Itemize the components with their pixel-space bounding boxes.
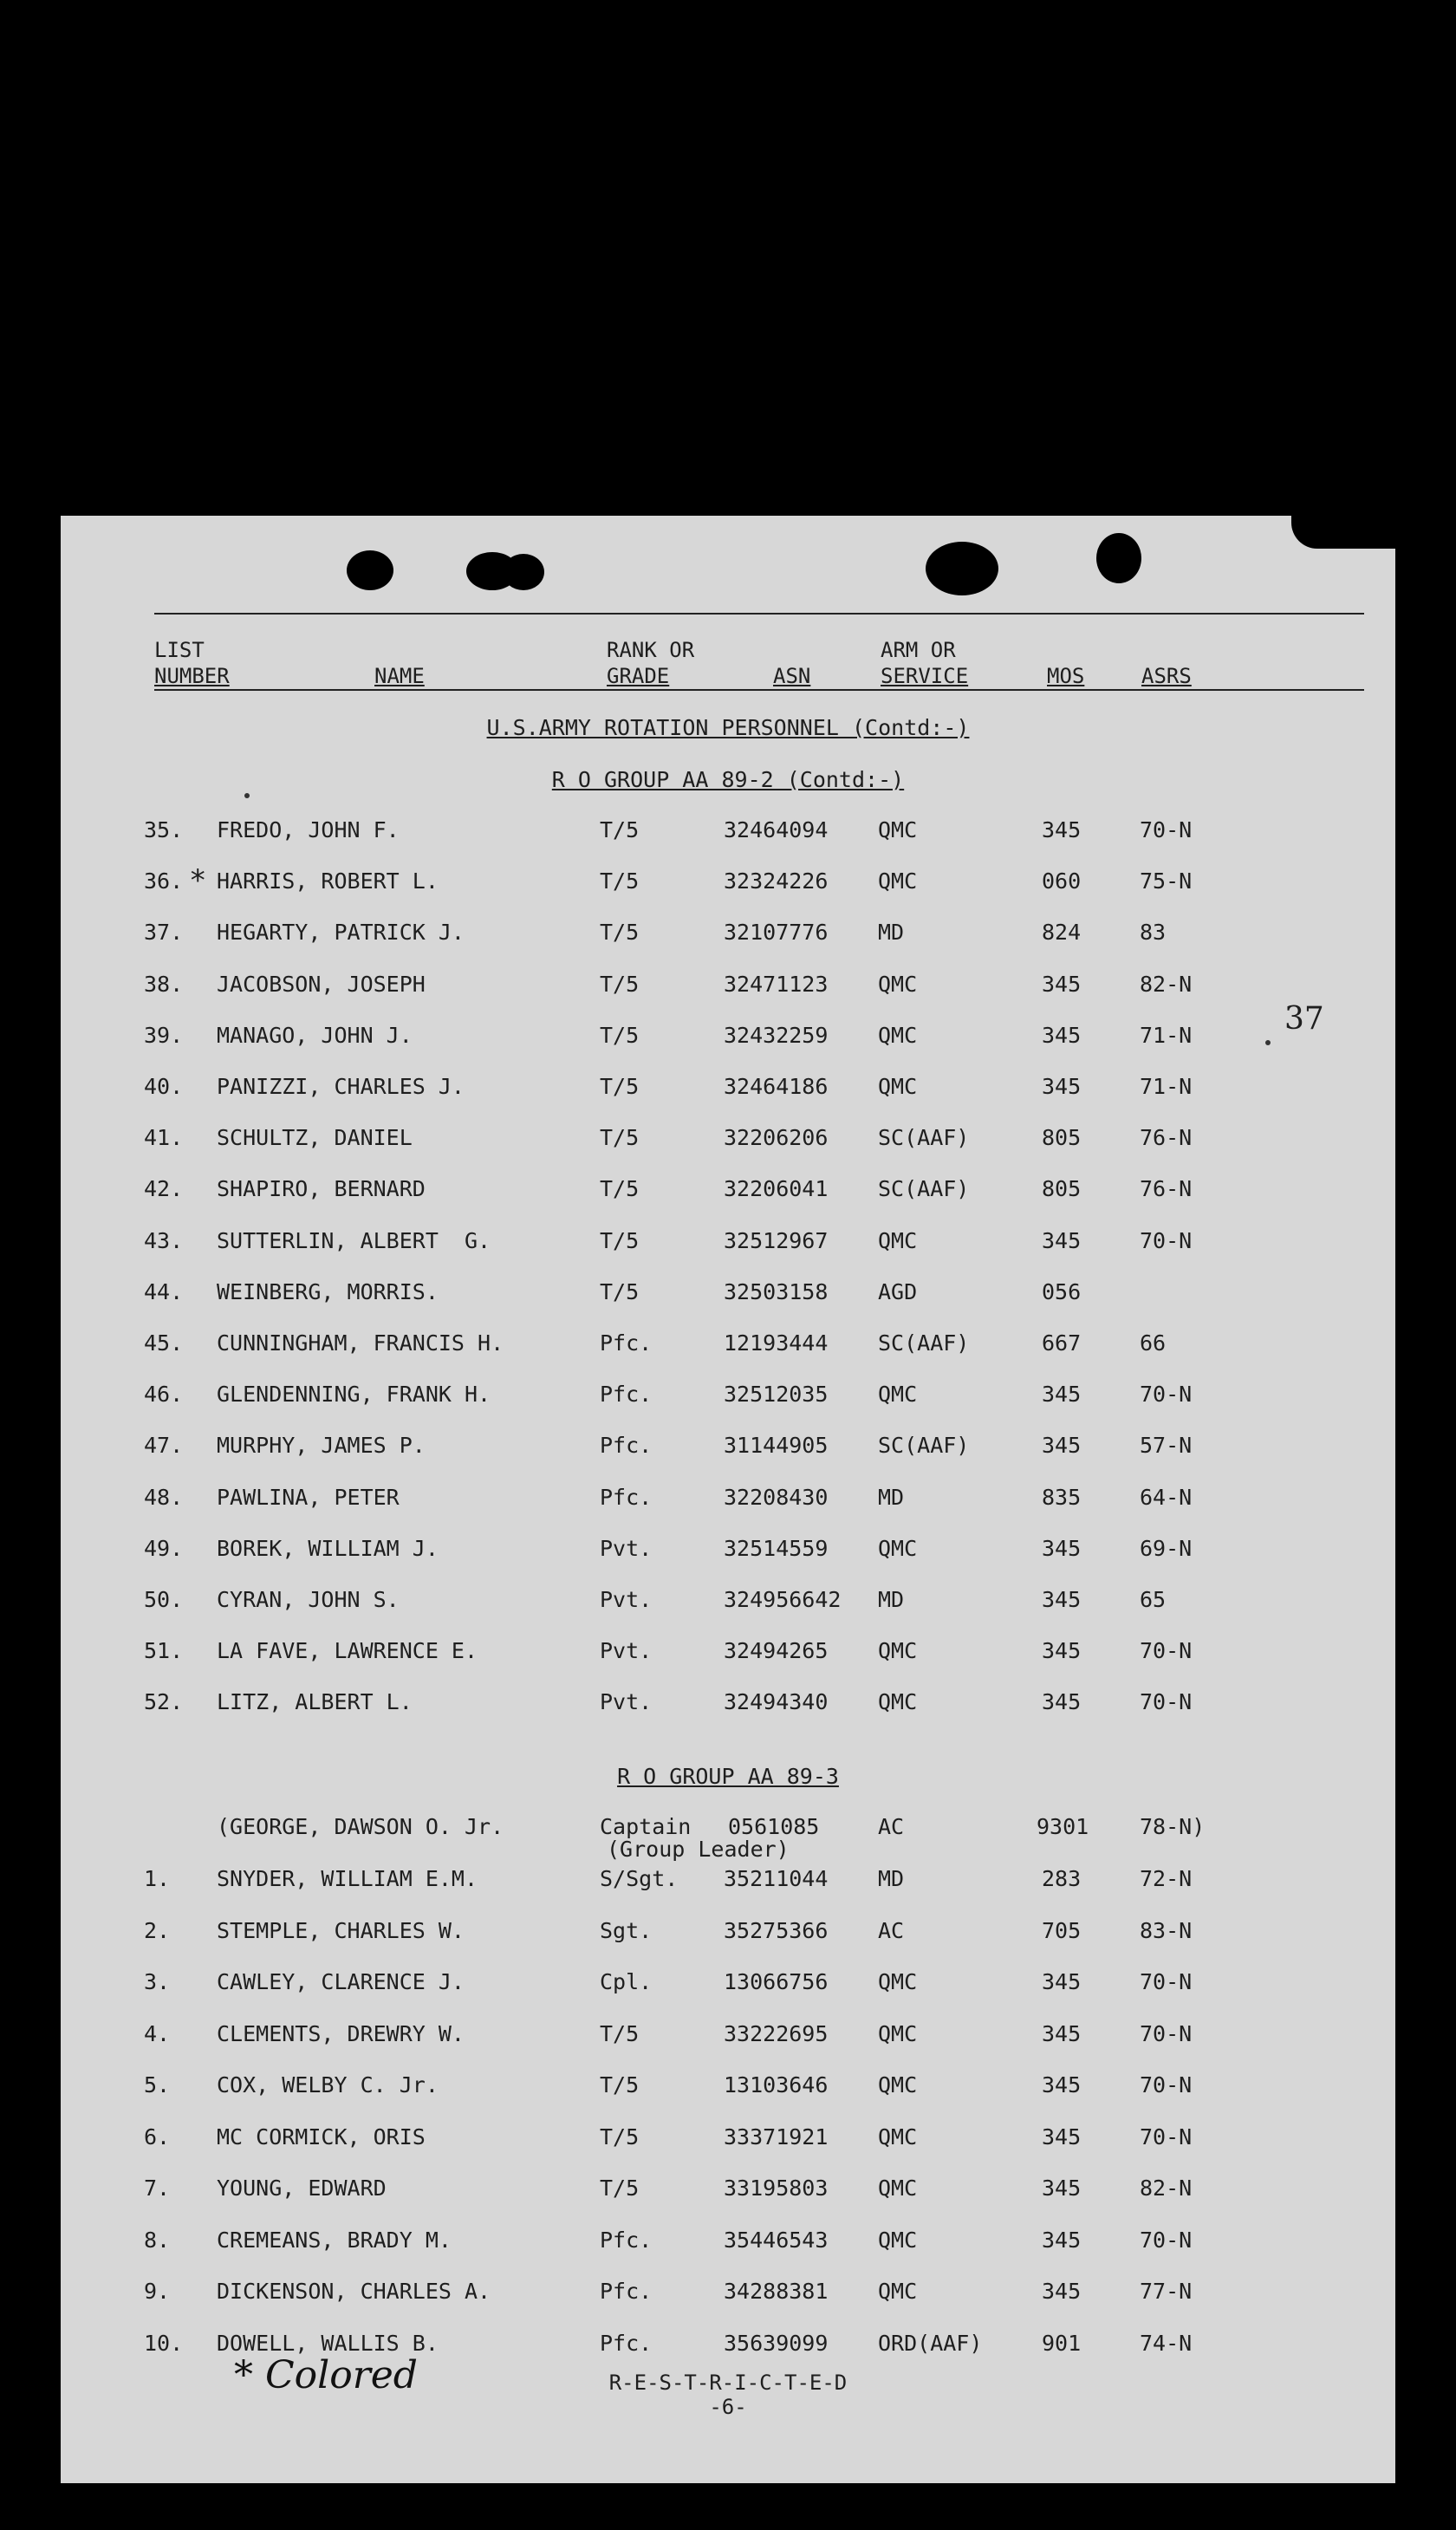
asn: 32206041 [724,1176,829,1202]
personnel-name: LA FAVE, LAWRENCE E. [217,1638,478,1664]
asrs: 70-N [1140,1227,1193,1253]
list-number: 3. [144,1969,171,1994]
asrs: 64-N [1140,1484,1193,1510]
list-item [61,1023,1395,1057]
list-item [61,1125,1395,1160]
asrs: 71-N [1140,1022,1193,1048]
list-item [61,1176,1395,1211]
asrs: 70-N [1140,2072,1193,2097]
arm-service: AGD [878,1278,918,1304]
arm-service: SC(AAF) [878,1330,970,1356]
list-number: 48. [144,1484,184,1510]
header-mos: MOS [1047,664,1085,688]
list-number: 41. [144,1125,184,1151]
personnel-name: FREDO, JOHN F. [217,817,400,842]
header-rank: RANK OR GRADE [607,638,695,688]
header-asn: ASN [773,664,811,688]
list-item [61,1228,1395,1263]
asrs: 77-N [1140,2279,1193,2304]
list-number: 9. [144,2279,171,2304]
arm-service: QMC [878,1969,918,1994]
rank: Pfc. [600,1433,653,1459]
personnel-name: PANIZZI, CHARLES J. [217,1074,465,1099]
rank: T/5 [600,1074,640,1099]
arm-service: QMC [878,1689,918,1715]
rank: T/5 [600,1022,640,1048]
list-item [61,1536,1395,1571]
list-number: 8. [144,2227,171,2253]
list-item [61,2228,1395,2262]
rank: Pfc. [600,1382,653,1408]
asn: 13066756 [724,1969,829,1994]
list-item [61,2176,1395,2210]
list-item [61,1074,1395,1109]
list-item [61,1433,1395,1467]
arm-service: QMC [878,2176,918,2201]
asrs: 57-N [1140,1433,1193,1459]
leader-asn: 0561085 [728,1814,820,1839]
torn-hole-far-right [1096,533,1141,583]
mos: 345 [1042,971,1082,997]
personnel-name: CUNNINGHAM, FRANCIS H. [217,1330,504,1356]
rank: T/5 [600,2072,640,2097]
asrs: 82-N [1140,2176,1193,2201]
rank: Pfc. [600,1330,653,1356]
rank: S/Sgt. [600,1866,679,1891]
mos: 345 [1042,2124,1082,2150]
asrs: 70-N [1140,817,1193,842]
arm-service: QMC [878,971,918,997]
personnel-name: SCHULTZ, DANIEL [217,1125,413,1151]
asrs: 83-N [1140,1917,1193,1943]
leader-asrs: 78-N) [1140,1814,1206,1839]
list-item [61,920,1395,954]
list-number: 37. [144,920,184,946]
torn-corner [1291,516,1395,549]
personnel-name: DICKENSON, CHARLES A. [217,2279,491,2304]
asrs: 71-N [1140,1074,1193,1099]
arm-service: QMC [878,2020,918,2046]
asrs: 70-N [1140,1689,1193,1715]
punch-hole-double-2 [503,554,544,590]
personnel-name: SHAPIRO, BERNARD [217,1176,426,1202]
rank: T/5 [600,817,640,842]
asrs: 70-N [1140,2227,1193,2253]
list-item [61,817,1395,852]
asrs: 70-N [1140,2020,1193,2046]
asn: 32512035 [724,1382,829,1408]
arm-service: MD [878,920,905,946]
mos: 345 [1042,1382,1082,1408]
mos: 901 [1042,2330,1082,2356]
asn: 32324226 [724,868,829,894]
asn: 31144905 [724,1433,829,1459]
asn: 32208430 [724,1484,829,1510]
asn: 32464094 [724,817,829,842]
list-item [61,1587,1395,1622]
arm-service: QMC [878,1074,918,1099]
asrs: 70-N [1140,2124,1193,2150]
mos: 056 [1042,1278,1082,1304]
mos: 345 [1042,817,1082,842]
rank: Pfc. [600,2279,653,2304]
list-item [61,1279,1395,1314]
personnel-name: JACOBSON, JOSEPH [217,971,426,997]
rank: T/5 [600,2176,640,2201]
mos: 345 [1042,1074,1082,1099]
list-item [61,1638,1395,1673]
restricted-footer: R-E-S-T-R-I-C-T-E-D [608,2371,848,2395]
rank: T/5 [600,1125,640,1151]
header-rule [154,689,1364,691]
group1-title: R O GROUP AA 89-2 (Contd:-) [551,767,905,792]
arm-service: QMC [878,1022,918,1048]
asrs: 65 [1140,1587,1167,1612]
personnel-name: WEINBERG, MORRIS. [217,1278,439,1304]
arm-service: SC(AAF) [878,1125,970,1151]
mos: 345 [1042,1433,1082,1459]
arm-service: MD [878,1484,905,1510]
mos: 345 [1042,2227,1082,2253]
list-item [61,863,1395,903]
asn: 35446543 [724,2227,829,2253]
mos: 345 [1042,1969,1082,1994]
list-number: 2. [144,1917,171,1943]
list-number: 39. [144,1022,184,1048]
personnel-name: SNYDER, WILLIAM E.M. [217,1866,478,1891]
arm-service: SC(AAF) [878,1433,970,1459]
rank: Sgt. [600,1917,653,1943]
list-number: 40. [144,1074,184,1099]
mos: 345 [1042,1689,1082,1715]
arm-service: QMC [878,1535,918,1561]
arm-service: QMC [878,817,918,842]
asn: 324956642 [724,1587,842,1612]
asn: 35639099 [724,2330,829,2356]
list-number: 4. [144,2020,171,2046]
asrs: 76-N [1140,1176,1193,1202]
asterisk-mark: * [189,863,207,899]
arm-service: QMC [878,868,918,894]
arm-service: QMC [878,2124,918,2150]
list-number: 51. [144,1638,184,1664]
rank: T/5 [600,920,640,946]
asn: 32494265 [724,1638,829,1664]
list-item [61,2072,1395,2107]
arm-service: ORD(AAF) [878,2330,983,2356]
page-stamp: 37 [1284,1001,1324,1037]
header-list-number: LIST NUMBER [154,638,230,688]
personnel-name: CREMEANS, BRADY M. [217,2227,452,2253]
header-arm: ARM OR SERVICE [881,638,969,688]
rank: T/5 [600,2124,640,2150]
list-item [61,1866,1395,1901]
list-number: 46. [144,1382,184,1408]
mos: 345 [1042,1227,1082,1253]
rank: Cpl. [600,1969,653,1994]
personnel-name: BOREK, WILLIAM J. [217,1535,439,1561]
list-item [61,972,1395,1006]
personnel-name: MANAGO, JOHN J. [217,1022,413,1048]
arm-service: QMC [878,2279,918,2304]
mos: 824 [1042,920,1082,946]
mos: 345 [1042,2176,1082,2201]
personnel-name: SUTTERLIN, ALBERT G. [217,1227,491,1253]
rank: T/5 [600,1227,640,1253]
arm-service: QMC [878,1227,918,1253]
mos: 060 [1042,868,1082,894]
personnel-name: CAWLEY, CLARENCE J. [217,1969,465,1994]
list-number: 7. [144,2176,171,2201]
mos: 345 [1042,1535,1082,1561]
personnel-name: MC CORMICK, ORIS [217,2124,426,2150]
asrs: 70-N [1140,1382,1193,1408]
asn: 12193444 [724,1330,829,1356]
list-number: 42. [144,1176,184,1202]
leader-rank: Captain [600,1814,692,1839]
mos: 835 [1042,1484,1082,1510]
group2-title: R O GROUP AA 89-3 [617,1764,839,1789]
mos: 805 [1042,1125,1082,1151]
rank: T/5 [600,1278,640,1304]
arm-service: QMC [878,1382,918,1408]
asrs: 70-N [1140,1969,1193,1994]
list-number: 1. [144,1866,171,1891]
asrs: 72-N [1140,1866,1193,1891]
arm-service: AC [878,1917,905,1943]
mos: 345 [1042,2072,1082,2097]
list-number: 36. [144,868,184,894]
torn-hole-right [926,542,998,595]
rank: Pvt. [600,1535,653,1561]
rank: Pvt. [600,1587,653,1612]
list-item [61,1382,1395,1416]
arm-service: SC(AAF) [878,1176,970,1202]
asrs: 70-N [1140,1638,1193,1664]
rank: T/5 [600,1176,640,1202]
list-number: 49. [144,1535,184,1561]
punch-hole-left [347,550,393,590]
personnel-name: HEGARTY, PATRICK J. [217,920,465,946]
asn: 32514559 [724,1535,829,1561]
asrs: 66 [1140,1330,1167,1356]
header-asrs: ASRS [1141,664,1192,688]
rank: Pfc. [600,2227,653,2253]
list-number: 50. [144,1587,184,1612]
list-item [61,1330,1395,1365]
arm-service: MD [878,1866,905,1891]
mos: 345 [1042,1587,1082,1612]
asn: 32206206 [724,1125,829,1151]
asn: 33222695 [724,2020,829,2046]
rank: Pfc. [600,1484,653,1510]
list-item [61,2279,1395,2313]
stray-dot [1265,1040,1271,1045]
mos: 345 [1042,2279,1082,2304]
asn: 32494340 [724,1689,829,1715]
mos: 345 [1042,2020,1082,2046]
asrs: 74-N [1140,2330,1193,2356]
mos: 805 [1042,1176,1082,1202]
rank: Pvt. [600,1638,653,1664]
stray-dot-2 [244,793,250,798]
list-item [61,1485,1395,1519]
top-rule [154,613,1364,615]
list-number: 44. [144,1278,184,1304]
mos: 705 [1042,1917,1082,1943]
asn: 32471123 [724,971,829,997]
personnel-name: HARRIS, ROBERT L. [217,868,439,894]
rank: T/5 [600,971,640,997]
leader-mos: 9301 [1037,1814,1089,1839]
mos: 667 [1042,1330,1082,1356]
personnel-name: CLEMENTS, DREWRY W. [217,2020,465,2046]
list-number: 35. [144,817,184,842]
list-number: 10. [144,2330,184,2356]
rank: Pfc. [600,2330,653,2356]
personnel-name: GLENDENNING, FRANK H. [217,1382,491,1408]
asn: 32503158 [724,1278,829,1304]
asn: 35211044 [724,1866,829,1891]
asn: 32107776 [724,920,829,946]
list-item [61,2124,1395,2159]
list-number: 6. [144,2124,171,2150]
asn: 13103646 [724,2072,829,2097]
asn: 33371921 [724,2124,829,2150]
personnel-name: LITZ, ALBERT L. [217,1689,413,1715]
list-item [61,2021,1395,2056]
personnel-name: MURPHY, JAMES P. [217,1433,426,1459]
rank: T/5 [600,2020,640,2046]
asrs: 82-N [1140,971,1193,997]
mos: 345 [1042,1638,1082,1664]
header-name: NAME [374,664,425,688]
leader-arm: AC [878,1814,905,1839]
leader-note: (Group Leader) [607,1837,790,1862]
mos: 345 [1042,1022,1082,1048]
asn: 32512967 [724,1227,829,1253]
page-number: -6- [709,2395,747,2419]
personnel-name: DOWELL, WALLIS B. [217,2330,439,2356]
list-number: 47. [144,1433,184,1459]
list-number: 52. [144,1689,184,1715]
arm-service: QMC [878,1638,918,1664]
leader-name: (GEORGE, DAWSON O. Jr. [217,1814,504,1839]
arm-service: MD [878,1587,905,1612]
asn: 33195803 [724,2176,829,2201]
list-item [61,1969,1395,2004]
list-item [61,1689,1395,1724]
list-number: 43. [144,1227,184,1253]
rank: T/5 [600,868,640,894]
asn: 34288381 [724,2279,829,2304]
list-number: 38. [144,971,184,997]
list-number: 5. [144,2072,171,2097]
asrs: 75-N [1140,868,1193,894]
arm-service: QMC [878,2072,918,2097]
asrs: 83 [1140,920,1167,946]
mos: 283 [1042,1866,1082,1891]
document-title: U.S.ARMY ROTATION PERSONNEL (Contd:-) [486,715,970,740]
personnel-name: PAWLINA, PETER [217,1484,400,1510]
asrs: 76-N [1140,1125,1193,1151]
personnel-name: YOUNG, EDWARD [217,2176,387,2201]
handwritten-note: * Colored [234,2353,418,2397]
asrs: 69-N [1140,1535,1193,1561]
asn: 32432259 [724,1022,829,1048]
arm-service: QMC [878,2227,918,2253]
document-page [61,516,1395,2483]
personnel-name: COX, WELBY C. Jr. [217,2072,439,2097]
asn: 35275366 [724,1917,829,1943]
list-item [61,1918,1395,1953]
rank: Pvt. [600,1689,653,1715]
asn: 32464186 [724,1074,829,1099]
personnel-name: STEMPLE, CHARLES W. [217,1917,465,1943]
list-number: 45. [144,1330,184,1356]
personnel-name: CYRAN, JOHN S. [217,1587,400,1612]
